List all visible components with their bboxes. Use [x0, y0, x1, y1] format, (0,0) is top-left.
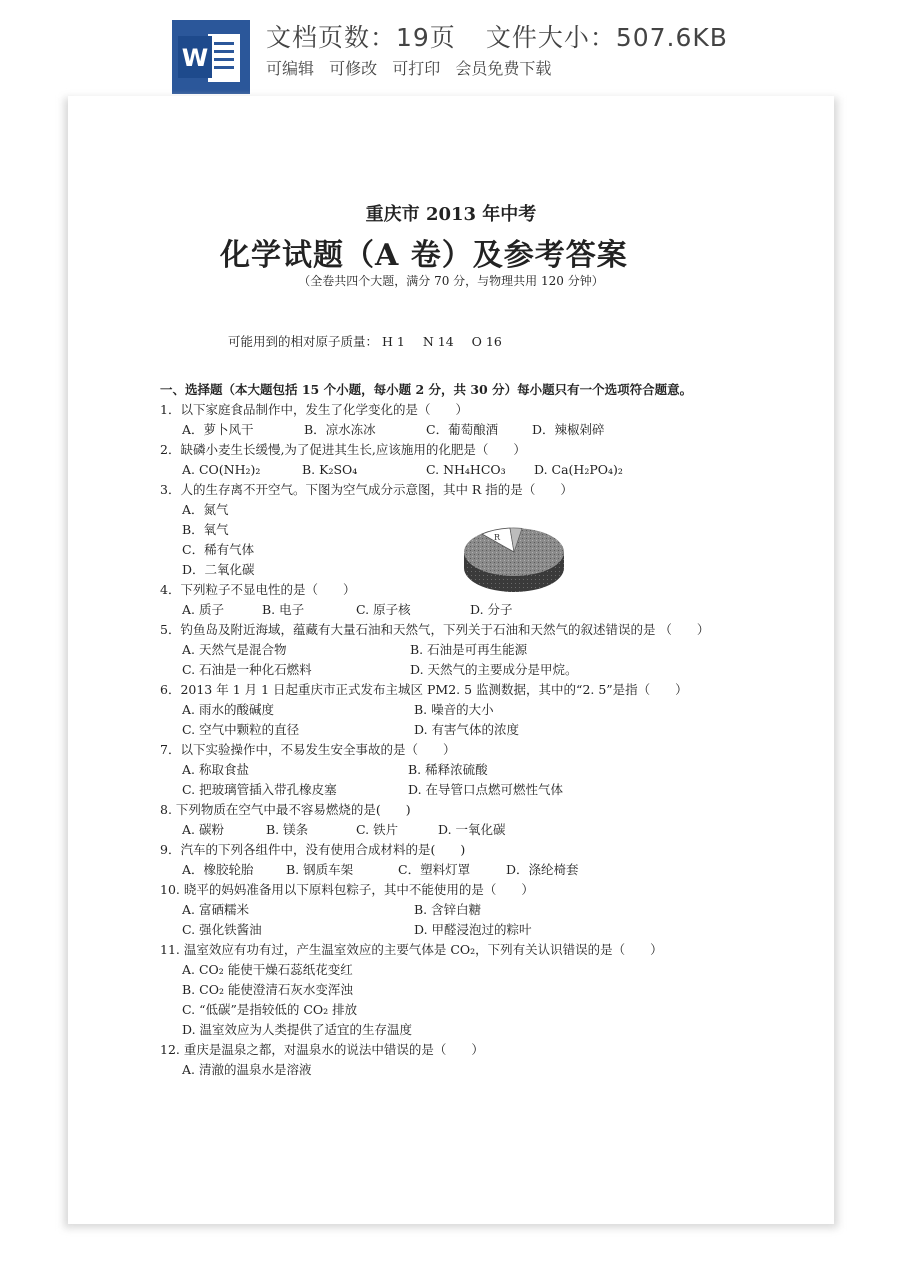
feature-modifiable: 可修改 — [329, 59, 378, 78]
atomic-mass-line — [228, 332, 520, 350]
option: B. 镁条 — [266, 822, 309, 837]
option: A．萝卜风干 — [182, 422, 254, 437]
question-stem: 8. 下列物质在空气中最不容易燃烧的是( ) — [160, 802, 411, 817]
exam-title: 重庆市 2013 年中考 — [365, 204, 537, 225]
question-stem: 4．下列粒子不显电性的是（ ） — [160, 582, 356, 597]
option: B. CO₂ 能使澄清石灰水变浑浊 — [182, 982, 353, 997]
option: D．二氧化碳 — [182, 562, 255, 577]
question-stem: 1．以下家庭食品制作中，发生了化学变化的是（ ） — [160, 402, 468, 417]
file-info — [266, 18, 728, 54]
atomic-o: O 16 — [471, 334, 502, 349]
option: D. 甲醛浸泡过的粽叶 — [414, 922, 532, 937]
option: A. 碳粉 — [182, 822, 224, 837]
exam-subtitle: （全卷共四个大题，满分 70 分，与物理共用 120 分钟） — [298, 274, 604, 288]
document-page — [68, 96, 834, 1224]
option: C．稀有气体 — [182, 542, 255, 557]
section-heading: 一、选择题（本大题包括 15 个小题，每小题 2 分，共 30 分）每小题只有一个选项符合题意。 — [160, 382, 693, 397]
question-stem: 3．人的生存离不开空气。下图为空气成分示意图，其中 R 指的是（ ） — [160, 482, 573, 497]
option: A．氮气 — [182, 502, 229, 517]
question-stem: 6．2013 年 1 月 1 日起重庆市正式发布主城区 PM2. 5 监测数据，其中的“2. 5”是指（ ） — [160, 682, 688, 697]
option: C．塑料灯罩 — [398, 862, 471, 877]
question-stem: 12. 重庆是温泉之都，对温泉水的说法中错误的是（ ） — [160, 1042, 484, 1057]
option: D. 温室效应为人类提供了适宜的生存温度 — [182, 1022, 413, 1037]
option: C. 原子核 — [356, 602, 411, 617]
option: B. K₂SO₄ — [302, 462, 358, 477]
file-size: 文件大小：507.6KB — [485, 23, 728, 52]
option: B. 稀释浓硫酸 — [408, 762, 488, 777]
question-stem: 5．钓鱼岛及附近海域，蕴藏有大量石油和天然气，下列关于石油和天然气的叙述错误的是 （ ） — [160, 622, 710, 637]
question-stem: 11. 温室效应有功有过，产生温室效应的主要气体是 CO₂，下列有关认识错误的是（ ） — [160, 942, 663, 957]
feature-editable: 可编辑 — [266, 59, 315, 78]
page-count: 文档页数：19页 — [266, 23, 456, 52]
option: C. “低碳”是指较低的 CO₂ 排放 — [182, 1002, 358, 1017]
download-banner — [0, 0, 900, 96]
option: A. 雨水的酸碱度 — [182, 702, 274, 717]
atomic-n: N 14 — [422, 334, 454, 349]
option: D. 一氧化碳 — [438, 822, 506, 837]
option: A. 天然气是混合物 — [182, 642, 287, 657]
option: D. 天然气的主要成分是甲烷。 — [410, 662, 578, 677]
feature-list — [266, 56, 561, 79]
question-stem: 7．以下实验操作中，不易发生安全事故的是（ ） — [160, 742, 456, 757]
option: C．葡萄酿酒 — [426, 422, 499, 437]
atomic-mass-label: 可能用到的相对原子质量： — [228, 334, 379, 349]
option: D. 分子 — [470, 602, 513, 617]
feature-printable: 可打印 — [392, 59, 441, 78]
option: C. NH₄HCO₃ — [426, 462, 506, 477]
option: D．涤纶椅套 — [506, 862, 579, 877]
word-document-icon — [172, 20, 250, 94]
option: B. 含锌白糖 — [414, 902, 482, 917]
option: B．凉水冻冰 — [304, 422, 376, 437]
option: A. 清澈的温泉水是溶液 — [182, 1062, 312, 1077]
question-stem: 10. 晓平的妈妈准备用以下原料包粽子，其中不能使用的是（ ） — [160, 882, 534, 897]
svg-text:W: W — [181, 44, 209, 72]
option: A. 质子 — [182, 602, 224, 617]
option: A. CO₂ 能使干燥石蕊纸花变红 — [182, 962, 353, 977]
option: B. 电子 — [262, 602, 305, 617]
option: D. 在导管口点燃可燃性气体 — [408, 782, 564, 797]
option: D．辣椒剁碎 — [532, 422, 605, 437]
option: A. 称取食盐 — [182, 762, 249, 777]
option: D. 有害气体的浓度 — [414, 722, 520, 737]
option: A. 富硒糯米 — [182, 902, 249, 917]
option: A. CO(NH₂)₂ — [182, 462, 261, 477]
air-composition-pie-chart — [462, 526, 566, 596]
option: C. 石油是一种化石燃料 — [182, 662, 312, 677]
option: B．氧气 — [182, 522, 229, 537]
option: B. 噪音的大小 — [414, 702, 494, 717]
atomic-h: H 1 — [382, 334, 405, 349]
option: C. 把玻璃管插入带孔橡皮塞 — [182, 782, 337, 797]
option: C. 空气中颗粒的直径 — [182, 722, 300, 737]
exam-main-title: 化学试题（A 卷）及参考答案 — [220, 238, 628, 273]
feature-free-download: 会员免费下载 — [455, 59, 552, 78]
option: D. Ca(H₂PO₄)₂ — [534, 462, 623, 477]
question-stem: 9．汽车的下列各组件中，没有使用合成材料的是( ) — [160, 842, 466, 857]
option: C. 铁片 — [356, 822, 399, 837]
option: A．橡胶轮胎 — [182, 862, 254, 877]
option: C. 强化铁酱油 — [182, 922, 262, 937]
option: B. 石油是可再生能源 — [410, 642, 528, 657]
question-stem: 2．缺磷小麦生长缓慢,为了促进其生长,应该施用的化肥是（ ） — [160, 442, 526, 457]
pie-label-r: R — [494, 533, 501, 542]
option: B. 钢质车架 — [286, 862, 354, 877]
